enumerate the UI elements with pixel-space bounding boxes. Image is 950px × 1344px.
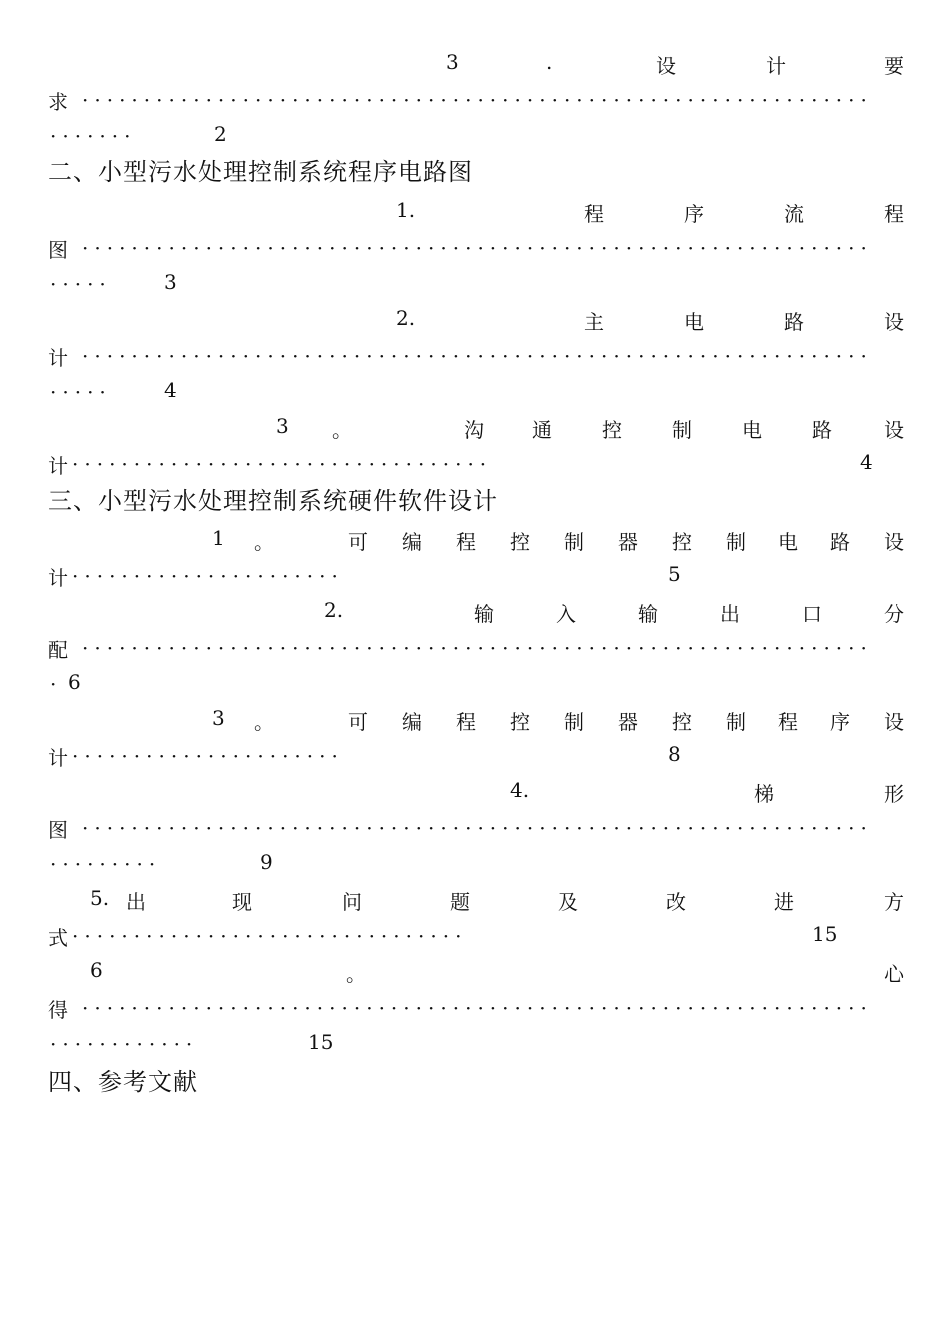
toc-entry-io-assignment-page bbox=[48, 664, 904, 700]
toc-entry-io-assignment-cont bbox=[48, 628, 904, 664]
entry-char: 程 bbox=[584, 202, 604, 226]
entry-number: 1 bbox=[212, 526, 225, 550]
entry-char: 制 bbox=[672, 418, 692, 442]
entry-char: 设 bbox=[884, 310, 904, 334]
entry-char: 输 bbox=[638, 602, 658, 626]
entry-separator: 。 bbox=[254, 710, 274, 734]
entry-char: 制 bbox=[726, 710, 746, 734]
entry-char: 编 bbox=[402, 530, 422, 554]
entry-char: 口 bbox=[802, 602, 822, 626]
toc-entry-control-circuit bbox=[48, 408, 904, 444]
entry-char: 控 bbox=[602, 418, 622, 442]
entry-char: 形 bbox=[884, 782, 904, 806]
leader-dots: ····· bbox=[50, 380, 112, 404]
toc-entry-main-circuit-page bbox=[48, 372, 904, 408]
entry-tail: 计 bbox=[48, 566, 68, 590]
toc-entry-flowchart-cont bbox=[48, 228, 904, 264]
page-number: 6 bbox=[68, 670, 81, 694]
entry-number: 3 bbox=[446, 50, 459, 74]
toc-entry-flowchart bbox=[48, 192, 904, 228]
entry-number: 2. bbox=[396, 306, 416, 330]
entry-separator: . bbox=[546, 50, 553, 74]
entry-char: 程 bbox=[778, 710, 798, 734]
entry-char: 路 bbox=[830, 530, 850, 554]
entry-char: 通 bbox=[532, 418, 552, 442]
toc-entry-plc-program bbox=[48, 700, 904, 736]
entry-char: 现 bbox=[232, 890, 252, 914]
page-number: 9 bbox=[260, 850, 273, 874]
entry-char: 控 bbox=[510, 530, 530, 554]
entry-char: 电 bbox=[684, 310, 704, 334]
toc-entry-control-circuit-cont bbox=[48, 444, 904, 480]
leader-dots: ············ bbox=[50, 1032, 199, 1056]
leader-dots: ····· bbox=[50, 272, 112, 296]
toc-entry-experience-page bbox=[48, 1024, 904, 1060]
entry-tail: 求 bbox=[48, 90, 68, 114]
toc-entry-main-circuit bbox=[48, 300, 904, 336]
entry-char: 输 bbox=[474, 602, 494, 626]
toc-entry-design-requirements bbox=[48, 44, 904, 80]
entry-char: 问 bbox=[342, 890, 362, 914]
page-number: 8 bbox=[668, 742, 681, 766]
section-heading-3: 三、小型污水处理控制系统硬件软件设计 bbox=[48, 487, 498, 515]
entry-char: 沟 bbox=[464, 418, 484, 442]
leader-dots: ·································· bbox=[72, 452, 493, 476]
entry-char: 设 bbox=[884, 418, 904, 442]
entry-tail: 配 bbox=[48, 638, 68, 662]
entry-char: 设 bbox=[656, 54, 676, 78]
leader-dots: ································································ bbox=[82, 636, 873, 660]
entry-tail: 计 bbox=[48, 746, 68, 770]
page-number: 5 bbox=[668, 562, 681, 586]
entry-char: 序 bbox=[684, 202, 704, 226]
entry-char: 出 bbox=[126, 890, 146, 914]
entry-char: 程 bbox=[884, 202, 904, 226]
toc-entry-problems-improvements bbox=[48, 880, 904, 916]
leader-dots: · bbox=[50, 672, 63, 696]
entry-char: 心 bbox=[884, 962, 904, 986]
toc-entry-main-circuit-cont bbox=[48, 336, 904, 372]
section-heading-4: 四、参考文献 bbox=[48, 1068, 198, 1096]
toc-entry-io-assignment bbox=[48, 592, 904, 628]
entry-char: 梯 bbox=[754, 782, 774, 806]
entry-char: 方 bbox=[884, 890, 904, 914]
toc-entry-experience bbox=[48, 952, 904, 988]
entry-number: 3 bbox=[212, 706, 225, 730]
page-number: 2 bbox=[214, 122, 227, 146]
entry-separator: 。 bbox=[332, 418, 352, 442]
toc-entry-plc-circuit-cont bbox=[48, 556, 904, 592]
entry-char: 题 bbox=[450, 890, 470, 914]
toc-entry-ladder-diagram-page bbox=[48, 844, 904, 880]
entry-char: 设 bbox=[884, 530, 904, 554]
leader-dots: ································································ bbox=[82, 88, 873, 112]
entry-separator: 。 bbox=[254, 530, 274, 554]
entry-tail: 计 bbox=[48, 346, 68, 370]
entry-number: 4. bbox=[510, 778, 530, 802]
entry-number: 3 bbox=[276, 414, 289, 438]
leader-dots: ································································ bbox=[82, 816, 873, 840]
page-number: 15 bbox=[308, 1030, 334, 1054]
entry-char: 路 bbox=[784, 310, 804, 334]
entry-char: 流 bbox=[784, 202, 804, 226]
entry-char: 制 bbox=[564, 710, 584, 734]
toc-entry-plc-program-cont bbox=[48, 736, 904, 772]
entry-char: 编 bbox=[402, 710, 422, 734]
entry-char: 可 bbox=[348, 710, 368, 734]
entry-char: 程 bbox=[456, 530, 476, 554]
entry-tail: 得 bbox=[48, 998, 68, 1022]
entry-char: 可 bbox=[348, 530, 368, 554]
leader-dots: ································································ bbox=[82, 344, 873, 368]
entry-separator: 。 bbox=[346, 962, 366, 986]
toc-entry-problems-improvements-cont bbox=[48, 916, 904, 952]
entry-tail: 图 bbox=[48, 238, 68, 262]
entry-char: 及 bbox=[558, 890, 578, 914]
entry-char: 制 bbox=[726, 530, 746, 554]
entry-char: 要 bbox=[884, 54, 904, 78]
page-number: 3 bbox=[164, 270, 177, 294]
leader-dots: ································ bbox=[72, 924, 468, 948]
entry-char: 电 bbox=[742, 418, 762, 442]
entry-number: 1. bbox=[396, 198, 416, 222]
entry-tail: 式 bbox=[48, 926, 68, 950]
entry-tail: 图 bbox=[48, 818, 68, 842]
leader-dots: ································································ bbox=[82, 236, 873, 260]
entry-char: 改 bbox=[666, 890, 686, 914]
entry-char: 制 bbox=[564, 530, 584, 554]
page-number: 4 bbox=[164, 378, 177, 402]
entry-char: 出 bbox=[720, 602, 740, 626]
entry-number: 6 bbox=[90, 958, 103, 982]
entry-char: 序 bbox=[830, 710, 850, 734]
leader-dots: ································································ bbox=[82, 996, 873, 1020]
page-number: 4 bbox=[860, 450, 873, 474]
toc-entry-flowchart-page bbox=[48, 264, 904, 300]
entry-tail: 计 bbox=[48, 454, 68, 478]
entry-char: 进 bbox=[774, 890, 794, 914]
entry-char: 路 bbox=[812, 418, 832, 442]
entry-char: 器 bbox=[618, 710, 638, 734]
entry-char: 程 bbox=[456, 710, 476, 734]
entry-char: 入 bbox=[556, 602, 576, 626]
toc-entry-design-requirements-page bbox=[48, 116, 904, 152]
toc-entry-plc-circuit bbox=[48, 520, 904, 556]
entry-char: 主 bbox=[584, 310, 604, 334]
toc-entry-design-requirements-cont bbox=[48, 80, 904, 116]
section-heading-2: 二、小型污水处理控制系统程序电路图 bbox=[48, 158, 473, 186]
entry-char: 控 bbox=[672, 530, 692, 554]
toc-entry-experience-cont bbox=[48, 988, 904, 1024]
page-number: 15 bbox=[812, 922, 838, 946]
entry-char: 电 bbox=[778, 530, 798, 554]
entry-char: 计 bbox=[766, 54, 786, 78]
leader-dots: ······················ bbox=[72, 564, 344, 588]
entry-char: 分 bbox=[884, 602, 904, 626]
entry-char: 设 bbox=[884, 710, 904, 734]
entry-char: 器 bbox=[618, 530, 638, 554]
entry-number: 5. bbox=[90, 886, 110, 910]
entry-char: 控 bbox=[672, 710, 692, 734]
leader-dots: ········· bbox=[50, 852, 162, 876]
leader-dots: ······················ bbox=[72, 744, 344, 768]
entry-char: 控 bbox=[510, 710, 530, 734]
entry-number: 2. bbox=[324, 598, 344, 622]
leader-dots: ······· bbox=[50, 124, 137, 148]
toc-entry-ladder-diagram-cont bbox=[48, 808, 904, 844]
toc-entry-ladder-diagram bbox=[48, 772, 904, 808]
